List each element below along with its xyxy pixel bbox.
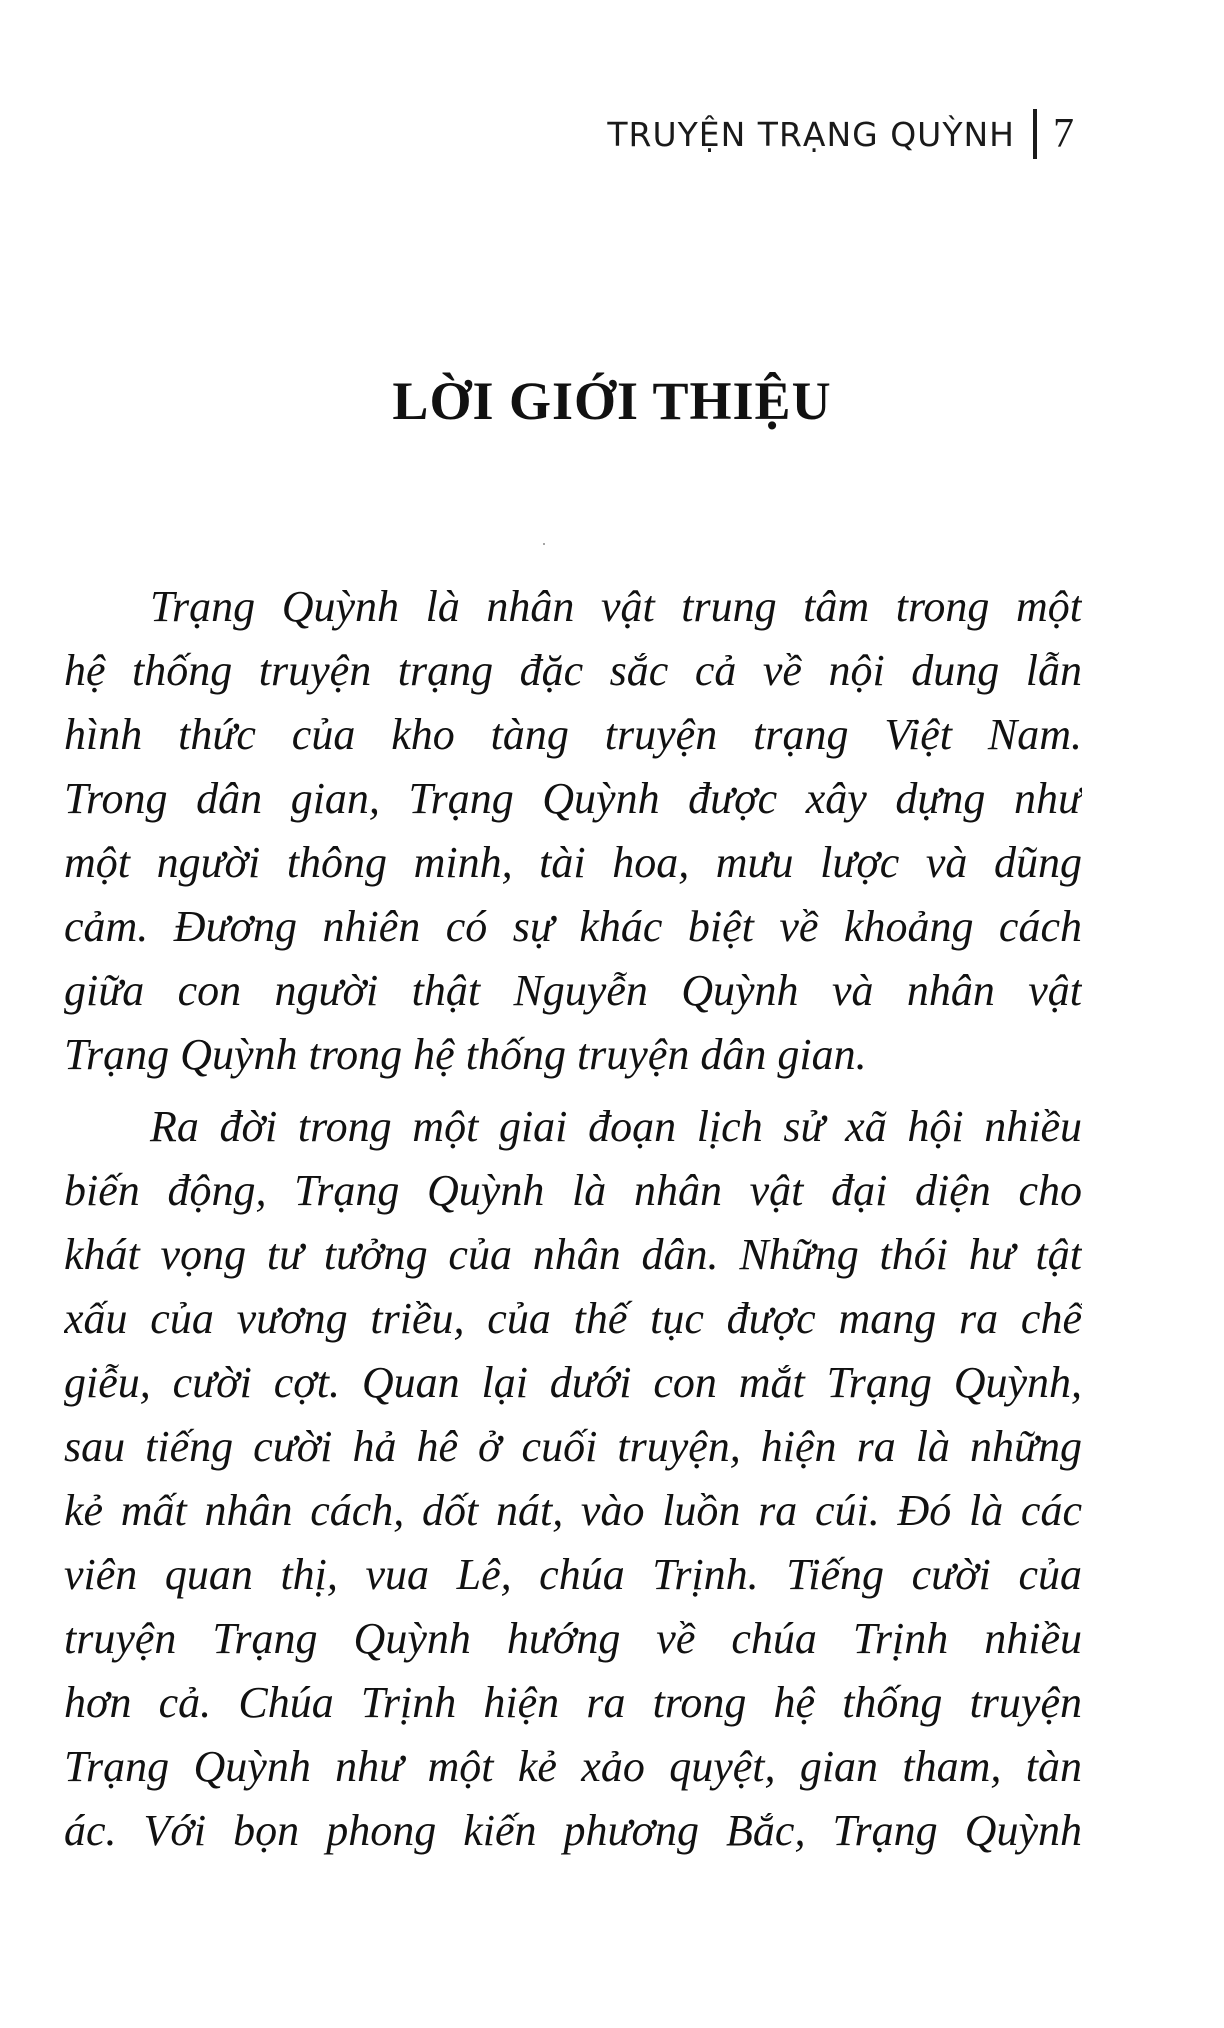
text-line: Trạng Quỳnh trong hệ thống truyện dân gian.: [64, 1030, 867, 1079]
text-line: giễu, cười cợt. Quan lại dưới con mắt Trạng Quỳnh,: [64, 1358, 1082, 1407]
chapter-heading: LỜI GIỚI THIỆU: [392, 371, 832, 431]
text-line: một người thông minh, tài hoa, mưu lược và dũng: [64, 838, 1082, 887]
print-speck: [543, 543, 545, 545]
text-line: Trong dân gian, Trạng Quỳnh được xây dựng như: [64, 774, 1082, 823]
text-line: viên quan thị, vua Lê, chúa Trịnh. Tiếng cười của: [64, 1550, 1082, 1599]
header-divider: [1033, 109, 1037, 159]
text-line: hệ thống truyện trạng đặc sắc cả về nội dung lẫn: [64, 646, 1082, 695]
text-line: sau tiếng cười hả hê ở cuối truyện, hiện ra là những: [64, 1422, 1082, 1471]
text-line: Trạng Quỳnh là nhân vật trung tâm trong một: [150, 582, 1082, 631]
text-line: khát vọng tư tưởng của nhân dân. Những thói hư tật: [64, 1230, 1082, 1279]
body-text: [64, 575, 1082, 1871]
text-line: Trạng Quỳnh như một kẻ xảo quyệt, gian tham, tàn: [64, 1742, 1082, 1791]
text-line: ác. Với bọn phong kiến phương Bắc, Trạng Quỳnh: [64, 1806, 1082, 1855]
running-header-title: TRUYỆN TRẠNG QUỲNH: [607, 114, 1015, 154]
text-line: Ra đời trong một giai đoạn lịch sử xã hội nhiều: [150, 1102, 1082, 1151]
text-line: biến động, Trạng Quỳnh là nhân vật đại diện cho: [64, 1166, 1082, 1215]
text-line: xấu của vương triều, của thế tục được mang ra chế: [64, 1294, 1082, 1343]
text-line: truyện Trạng Quỳnh hướng về chúa Trịnh nhiều: [64, 1614, 1082, 1663]
running-header: [607, 106, 1074, 162]
text-line: hình thức của kho tàng truyện trạng Việt Nam.: [64, 710, 1082, 759]
page-number: 7: [1053, 111, 1074, 157]
text-line: hơn cả. Chúa Trịnh hiện ra trong hệ thống truyện: [64, 1678, 1082, 1727]
paragraph-1: [64, 575, 1082, 1087]
paragraph-2: [64, 1095, 1082, 1863]
text-line: kẻ mất nhân cách, dốt nát, vào luồn ra cúi. Đó là các: [64, 1486, 1082, 1535]
text-line: cảm. Đương nhiên có sự khác biệt về khoảng cách: [64, 902, 1082, 951]
text-line: giữa con người thật Nguyễn Quỳnh và nhân vật: [64, 966, 1082, 1015]
